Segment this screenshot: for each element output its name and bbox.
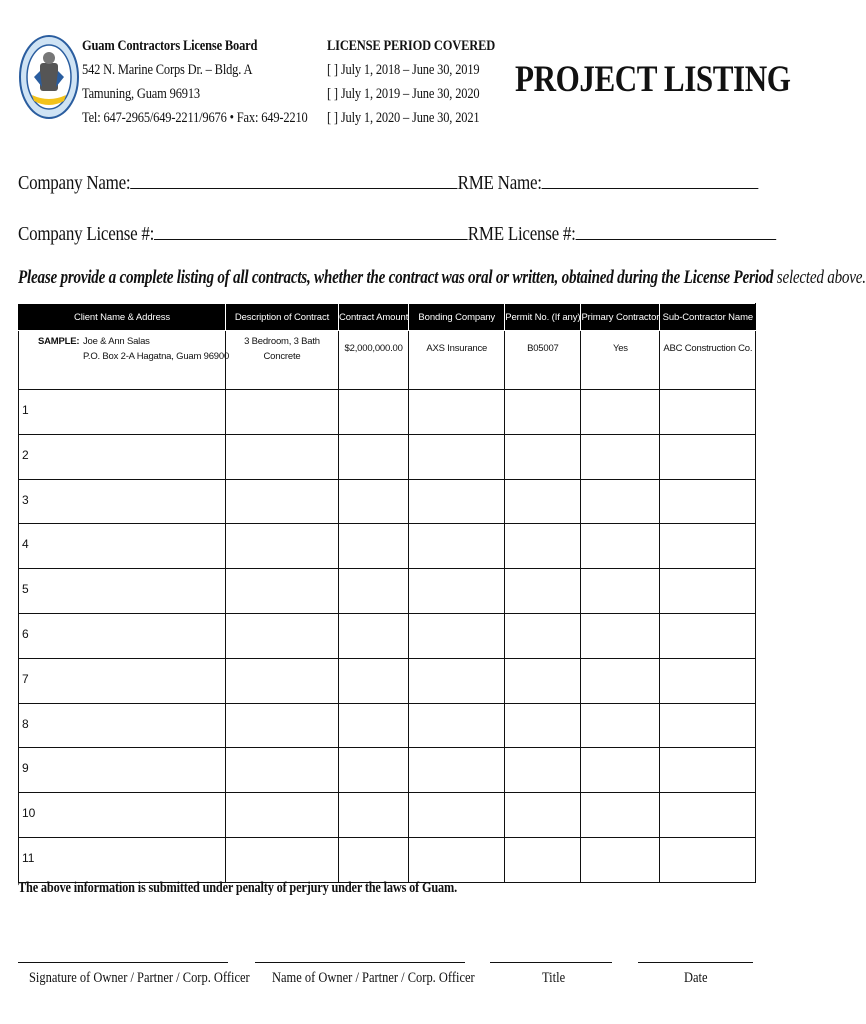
entry-cell[interactable] (660, 390, 756, 435)
sample-amount: $2,000,000.00 (339, 331, 409, 390)
entry-cell[interactable] (226, 569, 339, 614)
entry-cell[interactable] (581, 613, 660, 658)
row-number: 9 (22, 761, 29, 776)
entry-cell[interactable] (226, 613, 339, 658)
sample-description-line1: 3 Bedroom, 3 Bath (244, 336, 320, 347)
sample-client-cell (19, 331, 230, 390)
col-header-bonding: Bonding Company (409, 304, 505, 331)
entry-cell[interactable] (339, 524, 409, 569)
entry-cell[interactable] (409, 390, 505, 435)
entry-client-cell[interactable] (19, 748, 226, 793)
entry-cell[interactable] (505, 658, 581, 703)
entry-cell[interactable] (339, 434, 409, 479)
row-number: 8 (22, 716, 29, 731)
entry-cell[interactable] (505, 837, 581, 882)
company-license-field[interactable] (154, 221, 468, 240)
name-line[interactable] (255, 962, 465, 963)
entry-cell[interactable] (339, 837, 409, 882)
entry-cell[interactable] (339, 748, 409, 793)
sample-row (19, 331, 756, 390)
entry-cell[interactable] (660, 479, 756, 524)
entry-cell[interactable] (581, 479, 660, 524)
entry-cell[interactable] (505, 793, 581, 838)
entry-cell[interactable] (660, 748, 756, 793)
entry-cell[interactable] (581, 658, 660, 703)
entry-cell[interactable] (409, 658, 505, 703)
document-title: PROJECT LISTING (515, 59, 791, 100)
col-header-primary: Primary Contractor (581, 304, 660, 331)
rme-license-label: RME License #: (467, 223, 576, 245)
entry-client-cell[interactable] (19, 390, 226, 435)
table-row (19, 479, 756, 524)
entry-client-cell[interactable] (19, 658, 226, 703)
sample-client-name: Joe & Ann Salas (83, 336, 150, 347)
company-name-label: Company Name: (18, 172, 131, 194)
entry-cell[interactable] (339, 569, 409, 614)
entry-cell[interactable] (660, 793, 756, 838)
entry-client-cell[interactable] (19, 837, 226, 882)
entry-cell[interactable] (409, 434, 505, 479)
entry-cell[interactable] (409, 613, 505, 658)
entry-cell[interactable] (409, 837, 505, 882)
entry-client-cell[interactable] (19, 569, 226, 614)
col-header-amount: Contract Amount (339, 304, 409, 331)
entry-cell[interactable] (581, 524, 660, 569)
row-number: 11 (22, 850, 35, 865)
entry-cell[interactable] (226, 434, 339, 479)
row-number: 6 (22, 626, 29, 641)
entry-cell[interactable] (226, 658, 339, 703)
table-row (19, 569, 756, 614)
sample-description (226, 331, 339, 390)
entry-cell[interactable] (226, 390, 339, 435)
entry-cell[interactable] (339, 703, 409, 748)
rme-name-field[interactable] (542, 170, 759, 189)
instructions-tail: selected above. (776, 268, 866, 288)
row-number: 3 (22, 492, 29, 507)
row-number: 5 (22, 582, 29, 597)
col-header-permit: Permit No. (If any) (505, 304, 581, 331)
entry-cell[interactable] (226, 748, 339, 793)
table-row (19, 837, 756, 882)
board-phone-fax: Tel: 647-2965/649-2211/9676 • Fax: 649-2210 (82, 110, 308, 126)
table-row (19, 793, 756, 838)
entry-cell[interactable] (505, 569, 581, 614)
board-name: Guam Contractors License Board (82, 38, 258, 54)
date-line[interactable] (638, 962, 753, 963)
row-number: 4 (22, 537, 29, 552)
company-name-row (18, 170, 758, 195)
entry-cell[interactable] (581, 837, 660, 882)
col-header-description: Description of Contract (226, 304, 339, 331)
row-number: 1 (22, 403, 29, 417)
sample-description-line2: Concrete (263, 351, 301, 362)
period-option-2018[interactable]: [ ] July 1, 2018 – June 30, 2019 (327, 62, 480, 78)
entry-cell[interactable] (339, 479, 409, 524)
entry-cell[interactable] (339, 658, 409, 703)
entry-cell[interactable] (409, 524, 505, 569)
entry-cell[interactable] (226, 524, 339, 569)
col-header-sub: Sub-Contractor Name (660, 304, 756, 331)
row-number: 7 (22, 671, 29, 686)
row-number: 2 (22, 447, 29, 462)
entry-cell[interactable] (409, 569, 505, 614)
company-license-label: Company License #: (18, 223, 155, 245)
row-number: 10 (22, 806, 36, 821)
perjury-statement: The above information is submitted under penalty of perjury under the laws of Guam. (18, 880, 458, 896)
table-row (19, 658, 756, 703)
entry-cell[interactable] (339, 390, 409, 435)
entry-cell[interactable] (409, 748, 505, 793)
signature-label: Signature of Owner / Partner / Corp. Officer (29, 970, 250, 986)
table-row (19, 703, 756, 748)
table-row (19, 748, 756, 793)
company-name-field[interactable] (130, 170, 457, 189)
table-row (19, 524, 756, 569)
sample-permit: B05007 (505, 331, 581, 390)
entry-cell[interactable] (226, 837, 339, 882)
entry-cell[interactable] (660, 613, 756, 658)
entry-cell[interactable] (660, 658, 756, 703)
entry-cell[interactable] (660, 569, 756, 614)
date-label: Date (684, 970, 708, 986)
entry-cell[interactable] (409, 703, 505, 748)
table-header-row (19, 304, 756, 331)
board-seal-logo (18, 33, 80, 121)
rme-license-field[interactable] (576, 221, 777, 240)
entry-cell[interactable] (660, 837, 756, 882)
period-option-2020[interactable]: [ ] July 1, 2020 – June 30, 2021 (327, 110, 480, 126)
project-listing-table (18, 303, 756, 883)
name-label: Name of Owner / Partner / Corp. Officer (272, 970, 475, 986)
entry-client-cell[interactable] (19, 793, 226, 838)
entry-cell[interactable] (226, 479, 339, 524)
entry-cell[interactable] (581, 390, 660, 435)
entry-client-cell[interactable] (19, 524, 226, 569)
entry-cell[interactable] (660, 703, 756, 748)
license-period (327, 34, 522, 130)
board-address-line1: 542 N. Marine Corps Dr. – Bldg. A (82, 62, 253, 78)
license-period-title: LICENSE PERIOD COVERED (327, 38, 496, 54)
entry-cell[interactable] (409, 479, 505, 524)
entry-rows (19, 390, 756, 883)
sample-bonding: AXS Insurance (409, 331, 505, 390)
instructions-main: Please provide a complete listing of all contracts, whether the contract was oral or written, obtained during the License Period (18, 268, 774, 288)
entry-cell[interactable] (339, 793, 409, 838)
board-address-line2: Tamuning, Guam 96913 (82, 86, 200, 102)
entry-cell[interactable] (660, 434, 756, 479)
period-option-2019[interactable]: [ ] July 1, 2019 – June 30, 2020 (327, 86, 480, 102)
company-license-row (18, 221, 776, 246)
title-line[interactable] (490, 962, 612, 963)
table-row (19, 613, 756, 658)
entry-cell[interactable] (505, 613, 581, 658)
entry-cell[interactable] (226, 703, 339, 748)
entry-client-cell[interactable] (19, 613, 226, 658)
entry-cell[interactable] (505, 390, 581, 435)
table-row (19, 434, 756, 479)
entry-cell[interactable] (226, 793, 339, 838)
title-label: Title (542, 970, 566, 986)
sample-label: SAMPLE: (38, 336, 80, 347)
signature-line[interactable] (18, 962, 228, 963)
entry-cell[interactable] (505, 479, 581, 524)
entry-cell[interactable] (660, 524, 756, 569)
entry-cell[interactable] (505, 524, 581, 569)
entry-cell[interactable] (409, 793, 505, 838)
entry-cell[interactable] (581, 793, 660, 838)
entry-cell[interactable] (581, 748, 660, 793)
rme-name-label: RME Name: (457, 172, 542, 194)
entry-cell[interactable] (505, 434, 581, 479)
sample-sub: ABC Construction Co. (660, 331, 756, 390)
table-row (19, 390, 756, 435)
sample-client-address: P.O. Box 2-A Hagatna, Guam 96900 (83, 351, 230, 362)
entry-cell[interactable] (339, 613, 409, 658)
col-header-client: Client Name & Address (19, 304, 226, 331)
entry-cell[interactable] (581, 703, 660, 748)
entry-cell[interactable] (505, 748, 581, 793)
sample-client-info (83, 334, 229, 364)
entry-cell[interactable] (581, 434, 660, 479)
entry-cell[interactable] (581, 569, 660, 614)
entry-cell[interactable] (505, 703, 581, 748)
board-info (82, 34, 344, 130)
entry-client-cell[interactable] (19, 703, 226, 748)
instructions (18, 268, 866, 289)
entry-client-cell[interactable] (19, 479, 226, 524)
entry-client-cell[interactable] (19, 434, 226, 479)
sample-primary: Yes (581, 331, 660, 390)
